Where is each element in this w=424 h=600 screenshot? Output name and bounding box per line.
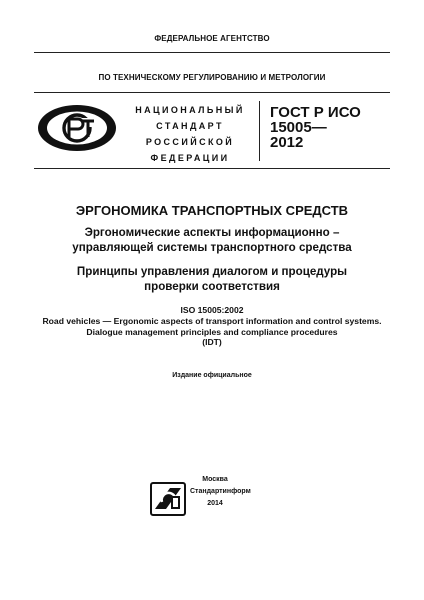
document-part-title [20, 264, 404, 294]
national-standard-line: ФЕДЕРАЦИИ [150, 153, 230, 163]
vertical-divider [259, 101, 260, 161]
part-title-line: проверки соответствия [144, 280, 280, 293]
standard-designation [270, 105, 361, 150]
national-standard-line: РОССИЙСКОЙ [145, 137, 235, 147]
part-title-line: Принципы управления диалогом и процедуры [76, 265, 348, 278]
agency-name: ФЕДЕРАЛЬНОЕ АГЕНТСТВО [154, 34, 270, 43]
national-standard-line: СТАНДАРТ [156, 121, 224, 131]
designation-line: ГОСТ Р ИСО [270, 104, 361, 121]
publisher-city: Москва [202, 476, 228, 483]
publication-year: 2014 [207, 500, 223, 507]
edition-note: Издание официальное [172, 372, 252, 379]
publisher-info [190, 474, 251, 510]
subtitle-line: Эргономические аспекты информационно – [84, 226, 340, 239]
designation-line: 15005— [270, 119, 327, 136]
divider [34, 168, 390, 169]
divider [34, 52, 390, 53]
iso-english-line: (IDT) [202, 337, 222, 347]
standartinform-logo-icon [150, 482, 186, 516]
designation-line: 2012 [270, 134, 304, 151]
publisher-name: Стандартинформ [190, 488, 251, 495]
iso-reference: ISO 15005:2002 [180, 305, 244, 315]
national-standard-label [128, 102, 252, 166]
iso-english-line: Dialogue management principles and compliance procedures [86, 326, 338, 337]
rst-certification-mark-icon [36, 103, 118, 153]
iso-english-title [10, 316, 414, 348]
divider [34, 92, 390, 93]
document-subtitle [20, 225, 404, 255]
national-standard-line: НАЦИОНАЛЬНЫЙ [135, 105, 245, 115]
document-main-title: ЭРГОНОМИКА ТРАНСПОРТНЫХ СРЕДСТВ [75, 203, 349, 218]
iso-english-line: Road vehicles — Ergonomic aspects of transport information and control systems. [42, 316, 382, 326]
subtitle-line: управляющей системы транспортного средства [72, 241, 352, 254]
agency-department: ПО ТЕХНИЧЕСКОМУ РЕГУЛИРОВАНИЮ И МЕТРОЛОГИИ [98, 73, 326, 82]
